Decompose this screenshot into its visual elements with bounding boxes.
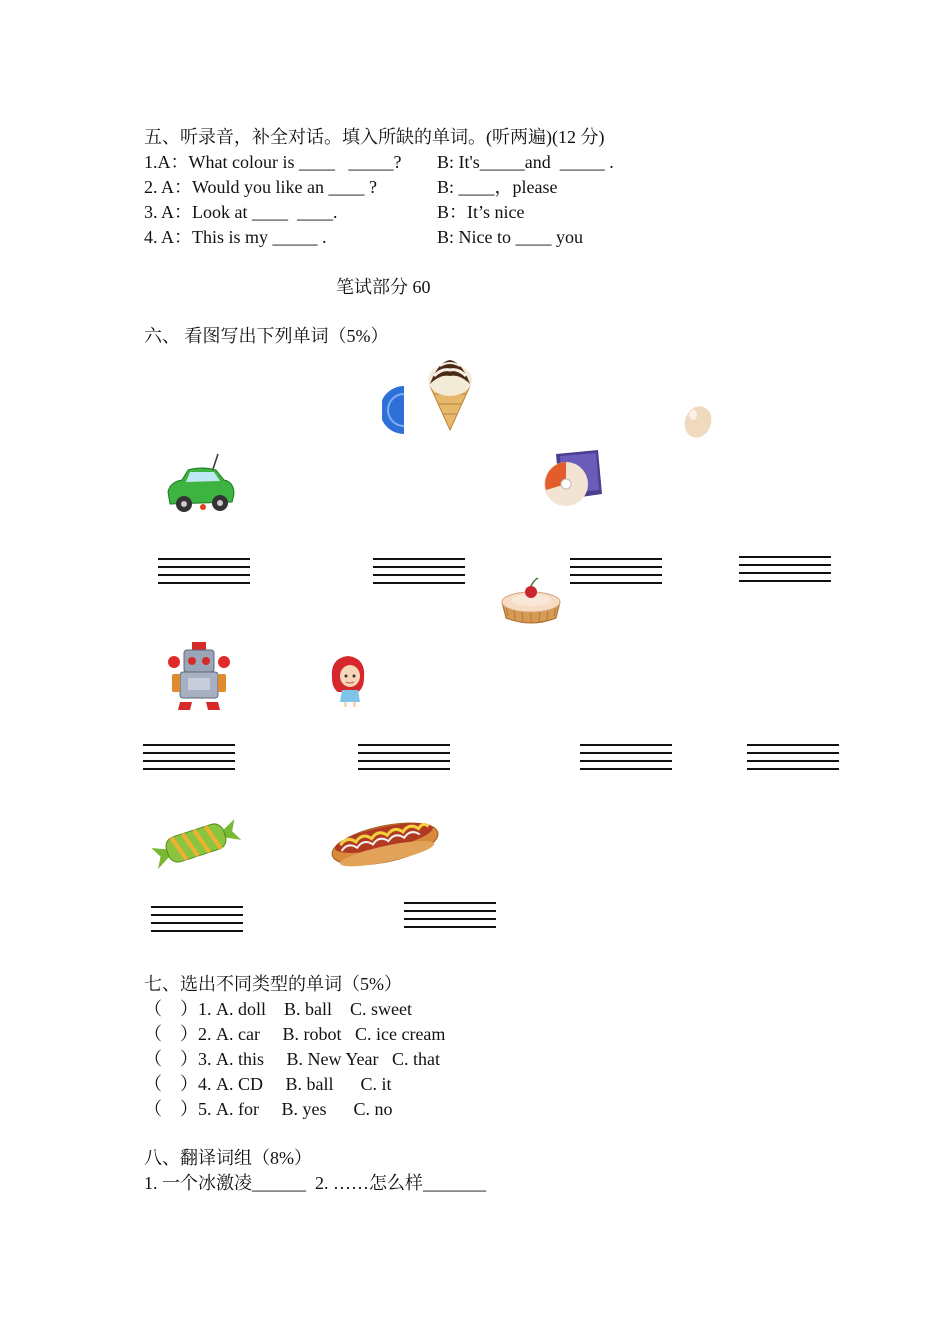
egg-icon xyxy=(682,404,714,440)
answer-lines[interactable] xyxy=(580,744,672,776)
ball-icon xyxy=(382,384,404,436)
answer-lines[interactable] xyxy=(158,558,250,590)
translation-items: 1. 一个冰激凌______ 2. ……怎么样_______ xyxy=(144,1173,486,1193)
choice-item-2: （ ）2. A. car B. robot C. ice cream xyxy=(144,1024,446,1044)
dialogue-2-a: 2. A：Would you like an ____ ? xyxy=(144,177,378,197)
choice-item-3: （ ）3. A. this B. New Year C. that xyxy=(144,1049,440,1069)
dialogue-1-b: B: It's_____and _____ . xyxy=(437,152,614,172)
dialogue-4-a: 4. A：This is my _____ . xyxy=(144,227,327,247)
answer-lines[interactable] xyxy=(143,744,235,776)
section7-title: 七、选出不同类型的单词（5%） xyxy=(144,974,402,994)
answer-lines[interactable] xyxy=(373,558,465,590)
answer-lines[interactable] xyxy=(739,556,831,588)
dialogue-3-a: 3. A：Look at ____ ____. xyxy=(144,202,338,222)
section5-title: 五、听录音，补全对话。填入所缺的单词。(听两遍)(12 分) xyxy=(144,127,605,147)
answer-lines[interactable] xyxy=(151,906,243,938)
dialogue-1-a: 1.A：What colour is ____ _____? xyxy=(144,152,402,172)
car-icon xyxy=(162,452,238,518)
answer-lines[interactable] xyxy=(358,744,450,776)
cake-icon xyxy=(498,572,564,630)
choice-item-4: （ ）4. A. CD B. ball C. it xyxy=(144,1074,392,1094)
dialogue-4-b: B: Nice to ____ you xyxy=(437,227,583,247)
section8-title: 八、翻译词组（8%） xyxy=(144,1148,312,1168)
choice-item-5: （ ）5. A. for B. yes C. no xyxy=(144,1099,393,1119)
answer-lines[interactable] xyxy=(404,902,496,934)
hot-dog-icon xyxy=(326,806,442,872)
choice-item-1: （ ）1. A. doll B. ball C. sweet xyxy=(144,999,412,1019)
sweet-icon xyxy=(148,812,244,874)
robot-icon xyxy=(166,640,232,712)
ice-cream-icon xyxy=(420,354,480,432)
answer-lines[interactable] xyxy=(747,744,839,776)
section6-title: 六、 看图写出下列单词（5%） xyxy=(144,326,389,346)
dialogue-2-b: B: ____，please xyxy=(437,177,558,197)
answer-lines[interactable] xyxy=(570,558,662,590)
dialogue-3-b: B：It’s nice xyxy=(437,202,525,222)
written-part-header: 笔试部分 60 xyxy=(336,277,431,297)
doll-icon xyxy=(326,652,370,708)
cd-icon xyxy=(542,448,604,510)
